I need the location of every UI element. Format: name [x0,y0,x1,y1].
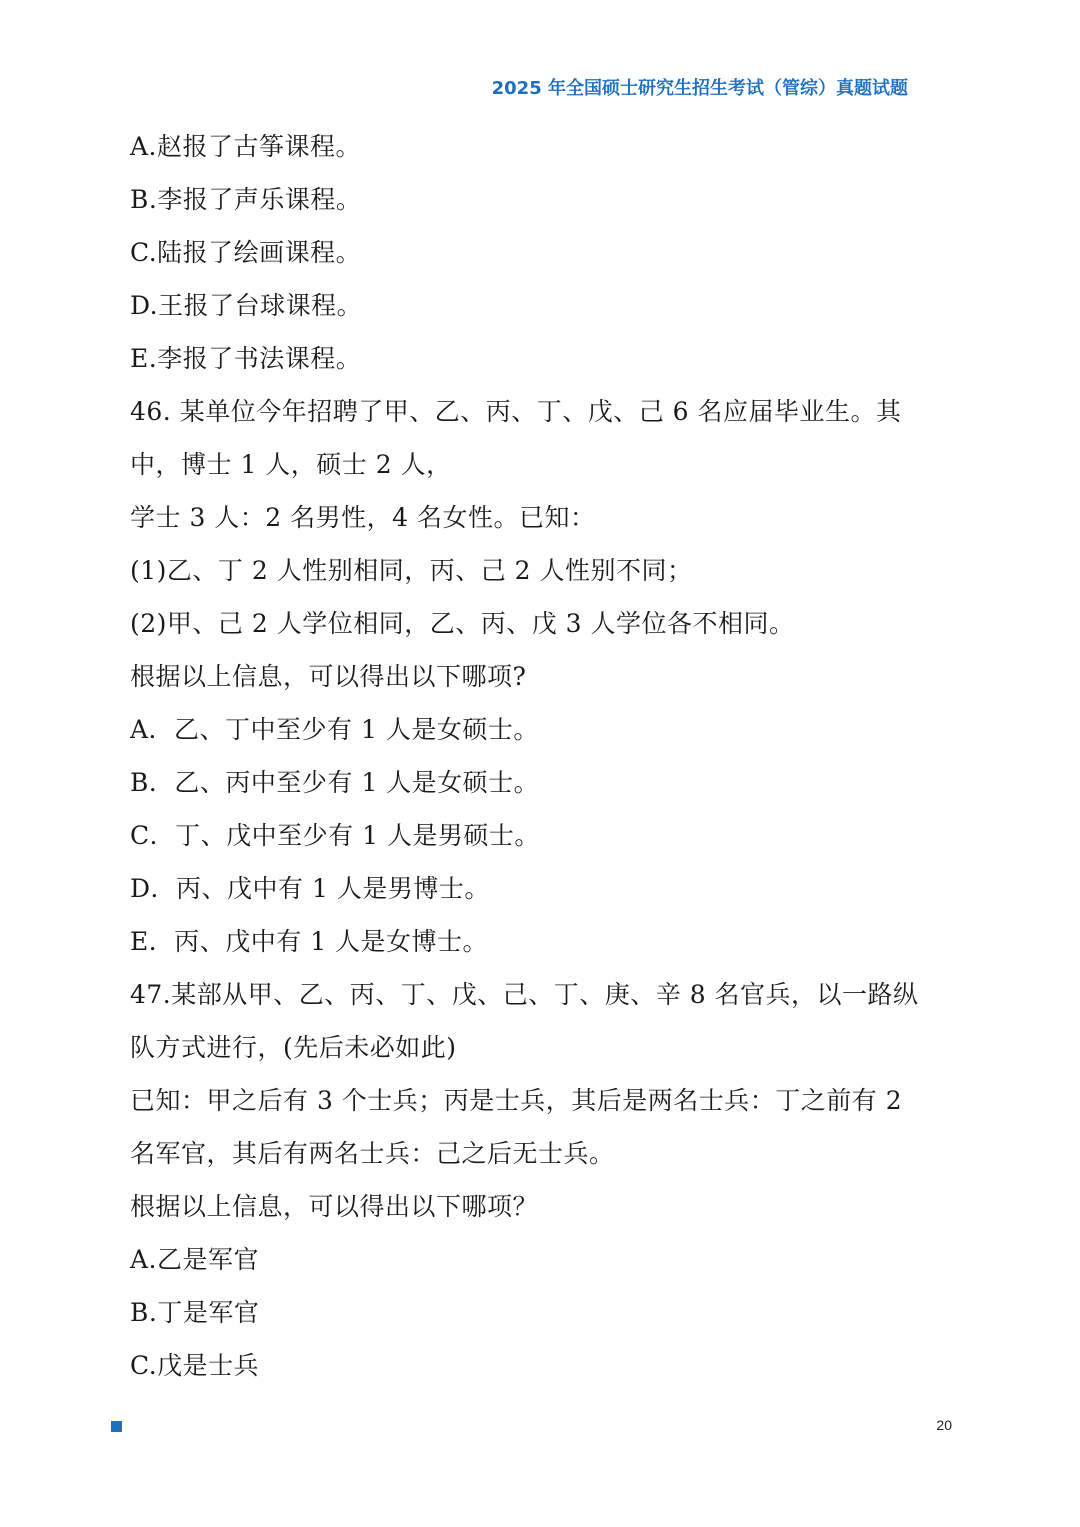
text-line: 学士 3 人：2 名男性，4 名女性。已知： [130,503,596,532]
text-line: E.李报了书法课程。 [130,344,362,373]
text-line: A.赵报了古筝课程。 [130,132,362,161]
question-prompt: 根据以上信息，可以得出以下哪项？ [130,1192,539,1221]
option-line: D．丙、戊中有 1 人是男博士。 [130,874,490,903]
question-47-stem: 47.某部从甲、乙、丙、丁、戊、己、丁、庚、辛 8 名官兵，以一路纵 [130,980,919,1009]
text-line: D.王报了台球课程。 [130,291,363,320]
option-line: C.戊是士兵 [130,1351,260,1380]
page-header-title: 2025 年全国硕士研究生招生考试（管综）真题试题 [491,78,908,99]
text-line: C.陆报了绘画课程。 [130,238,362,267]
page-number: 20 [936,1417,952,1433]
condition-line: 已知：甲之后有 3 个士兵；丙是士兵，其后是两名士兵：丁之前有 2 [130,1086,903,1115]
question-46-stem: 46. 某单位今年招聘了甲、乙、丙、丁、戊、己 6 名应届毕业生。其 [130,397,902,426]
option-line: A．乙、丁中至少有 1 人是女硕士。 [130,715,539,744]
option-line: B．乙、丙中至少有 1 人是女硕士。 [130,768,540,797]
option-line: A.乙是军官 [130,1245,260,1274]
condition-line: 名军官，其后有两名士兵：己之后无士兵。 [130,1139,615,1168]
text-line: B.李报了声乐课程。 [130,185,362,214]
option-line: E．丙、戊中有 1 人是女博士。 [130,927,489,956]
footer-square-marker [111,1421,122,1432]
text-line: 队方式进行，(先后未必如此) [130,1033,457,1062]
question-prompt: 根据以上信息，可以得出以下哪项? [130,662,527,691]
condition-line: (1)乙、丁 2 人性别相同，丙、己 2 人性别不同； [130,556,693,585]
text-line: 中，博士 1 人，硕士 2 人， [130,450,452,479]
option-line: B.丁是军官 [130,1298,260,1327]
question-content [130,120,960,1392]
option-line: C．丁、戊中至少有 1 人是男硕士。 [130,821,540,850]
condition-line: (2)甲、己 2 人学位相同，乙、丙、戊 3 人学位各不相同。 [130,609,795,638]
